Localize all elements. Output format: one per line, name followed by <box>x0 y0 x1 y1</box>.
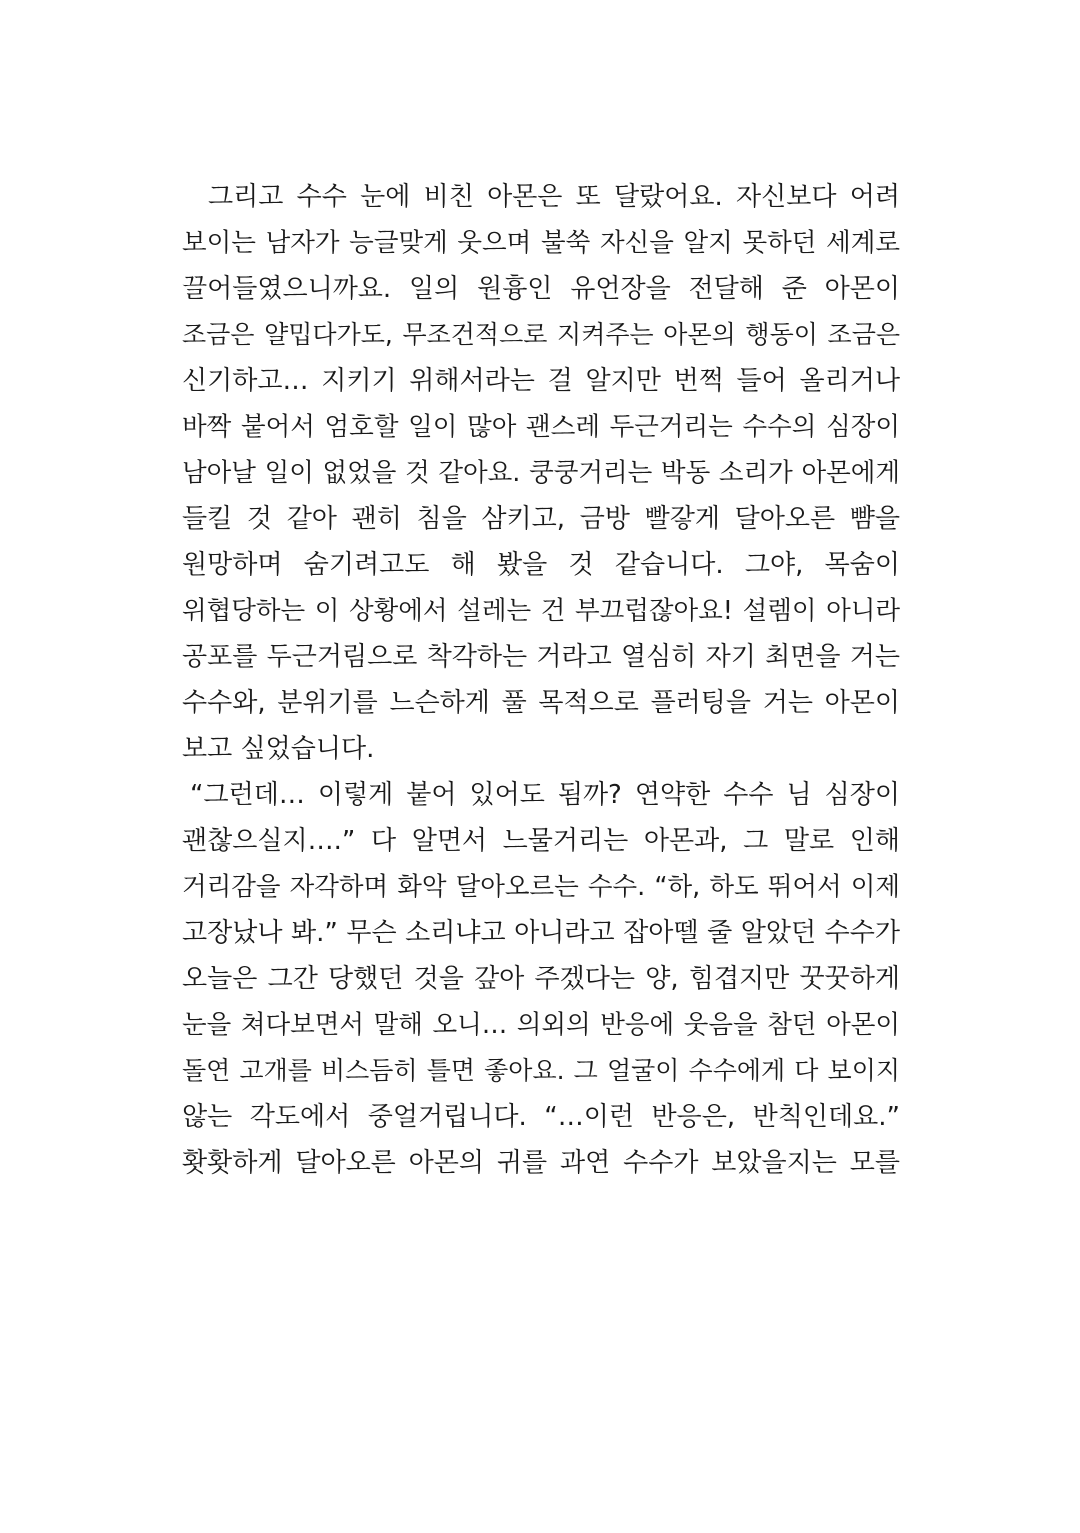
body-text <box>182 174 900 1186</box>
text-line-6: 바짝 붙어서 엄호할 일이 많아 괜스레 두근거리는 수수의 심장이 <box>182 412 900 442</box>
text-line-14: “그런데… 이렇게 붙어 있어도 됨까? 연약한 수수 님 심장이 <box>190 780 900 810</box>
text-line-8: 들킬 것 같아 괜히 침을 삼키고, 금방 빨갛게 달아오른 뺨을 <box>182 504 900 534</box>
text-line-3: 끌어들였으니까요. 일의 원흉인 유언장을 전달해 준 아몬이 <box>182 274 900 304</box>
text-line-17: 고장났나 봐.” 무슨 소리냐고 아니라고 잡아뗄 줄 알았던 수수가 <box>182 918 900 948</box>
text-line-15: 괜찮으실지….” 다 알면서 느물거리는 아몬과, 그 말로 인해 <box>182 826 900 856</box>
text-line-16: 거리감을 자각하며 화악 달아오르는 수수. “하, 하도 뛰어서 이제 <box>182 872 900 902</box>
text-line-7: 남아날 일이 없었을 것 같아요. 쿵쿵거리는 박동 소리가 아몬에게 <box>182 458 900 488</box>
text-line-10: 위협당하는 이 상황에서 설레는 건 부끄럽잖아요! 설렘이 아니라 <box>182 596 900 626</box>
text-line-18: 오늘은 그간 당했던 것을 갚아 주겠다는 양, 힘겹지만 꿋꿋하게 <box>182 964 900 994</box>
text-line-11: 공포를 두근거림으로 착각하는 거라고 열심히 자기 최면을 거는 <box>182 642 900 672</box>
text-line-13: 보고 싶었습니다. <box>182 734 375 764</box>
text-line-12: 수수와, 분위기를 느슨하게 풀 목적으로 플러팅을 거는 아몬이 <box>182 688 900 718</box>
text-line-1: 그리고 수수 눈에 비친 아몬은 또 달랐어요. 자신보다 어려 <box>208 182 900 212</box>
text-line-20: 돌연 고개를 비스듬히 틀면 좋아요. 그 얼굴이 수수에게 다 보이지 <box>182 1056 900 1085</box>
text-line-21: 않는 각도에서 중얼거립니다. “…이런 반응은, 반칙인데요.” <box>182 1102 900 1132</box>
text-line-4: 조금은 얄밉다가도, 무조건적으로 지켜주는 아몬의 행동이 조금은 <box>182 320 900 349</box>
text-line-5: 신기하고… 지키기 위해서라는 걸 알지만 번쩍 들어 올리거나 <box>182 366 900 396</box>
text-line-9: 원망하며 숨기려고도 해 봤을 것 같습니다. 그야, 목숨이 <box>182 550 900 580</box>
text-line-22: 홧홧하게 달아오른 아몬의 귀를 과연 수수가 보았을지는 모를 <box>182 1148 900 1178</box>
text-line-2: 보이는 남자가 능글맞게 웃으며 불쑥 자신을 알지 못하던 세계로 <box>182 228 900 258</box>
text-line-19: 눈을 쳐다보면서 말해 오니… 의외의 반응에 웃음을 참던 아몬이 <box>182 1010 900 1040</box>
